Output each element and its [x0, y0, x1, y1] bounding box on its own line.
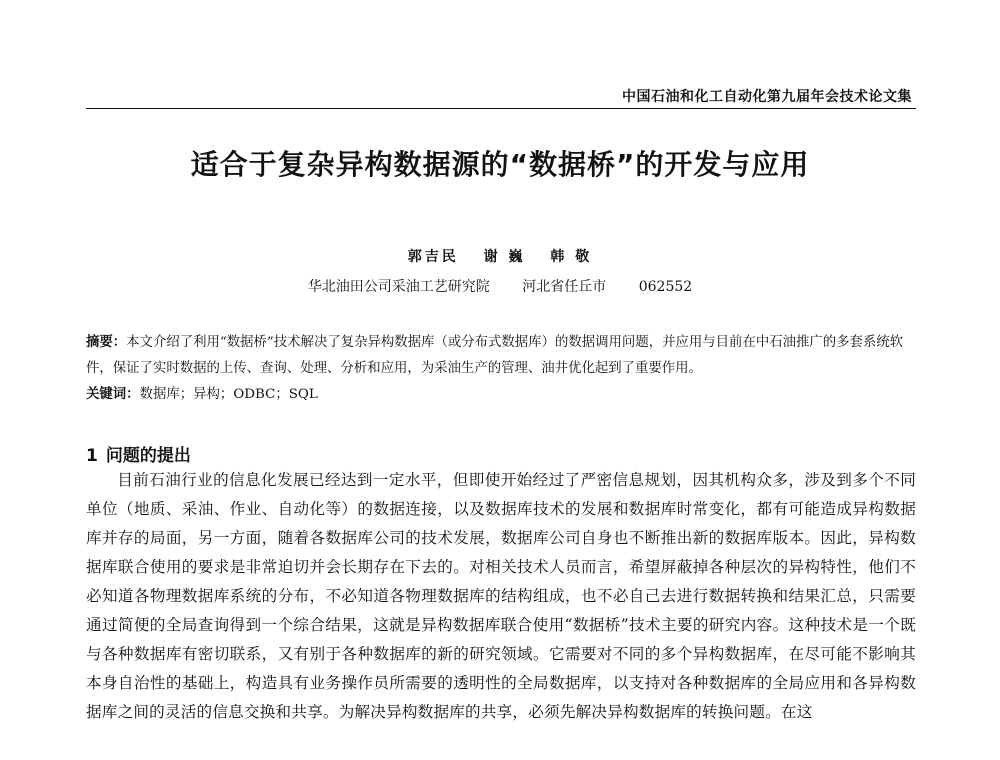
affiliation-institute: 华北油田公司采油工艺研究院	[307, 279, 490, 295]
running-head: 中国石油和化工自动化第九届年会技术论文集	[622, 89, 912, 105]
author-list	[0, 246, 1000, 266]
affiliation-postcode: 062552	[638, 279, 693, 295]
keywords-text: 数据库；异构；ODBC；SQL	[139, 387, 318, 402]
keywords	[86, 382, 916, 408]
affiliation-location: 河北省任丘市	[522, 279, 607, 295]
author-name: 郭吉民	[407, 249, 459, 265]
abstract	[86, 330, 916, 382]
section-title: 问题的提出	[105, 446, 191, 466]
affiliation	[0, 276, 1000, 296]
abstract-label: 摘要：	[86, 335, 127, 350]
author-name: 韩 敬	[550, 249, 593, 265]
section-paragraph: 目前石油行业的信息化发展已经达到一定水平，但即使开始经过了严密信息规划，因其机构众多，涉及到多个不同单位（地质、采油、作业、自动化等）的数据连接，以及数据库技术的发展和数据库时常变化，都有可能造成异构数据库并存的局面，另一方面，随着各数据库公司的技术发展，数据库公司自身也不断推出新的数据库版本。因此，异构数据库联合使用的要求是非常迫切并会长期存在下去的。对相关技术人员而言，希望屏蔽掉各种层次的异构特性，他们不必知道各物理数据库系统的分布，不必知道各物理数据库的结构组成，也不必自己去进行数据转换和结果汇总，只需要通过简便的全局查询得到一个综合结果，这就是异构数据库联合使用“数据桥”技术主要的研究内容。这种技术是一个既与各种数据库有密切联系，又有别于各种数据库的新的研究领域。它需要对不同的多个异构数据库，在尽可能不影响其本身自治性的基础上，构造具有业务操作员所需要的透明性的全局数据库，以支持对各种数据库的全局应用和各异构数据库之间的灵活的信息交换和共享。为解决异构数据库的共享，必须先解决异构数据库的转换问题。在这	[86, 471, 916, 721]
paper-title: 适合于复杂异构数据源的“数据桥”的开发与应用	[190, 148, 810, 181]
abstract-text: 本文介绍了利用“数据桥”技术解决了复杂异构数据库（或分布式数据库）的数据调用问题，并应用与目前在中石油推广的多套系统软件，保证了实时数据的上传、查询、处理、分析和应用，为采油生产的管理、油井优化起到了重要作用。	[86, 335, 904, 376]
section-number: 1	[86, 446, 98, 466]
section-heading	[86, 441, 191, 466]
keywords-label: 关键词：	[86, 387, 140, 402]
author-name: 谢 巍	[483, 249, 526, 265]
header-rule	[86, 108, 916, 109]
